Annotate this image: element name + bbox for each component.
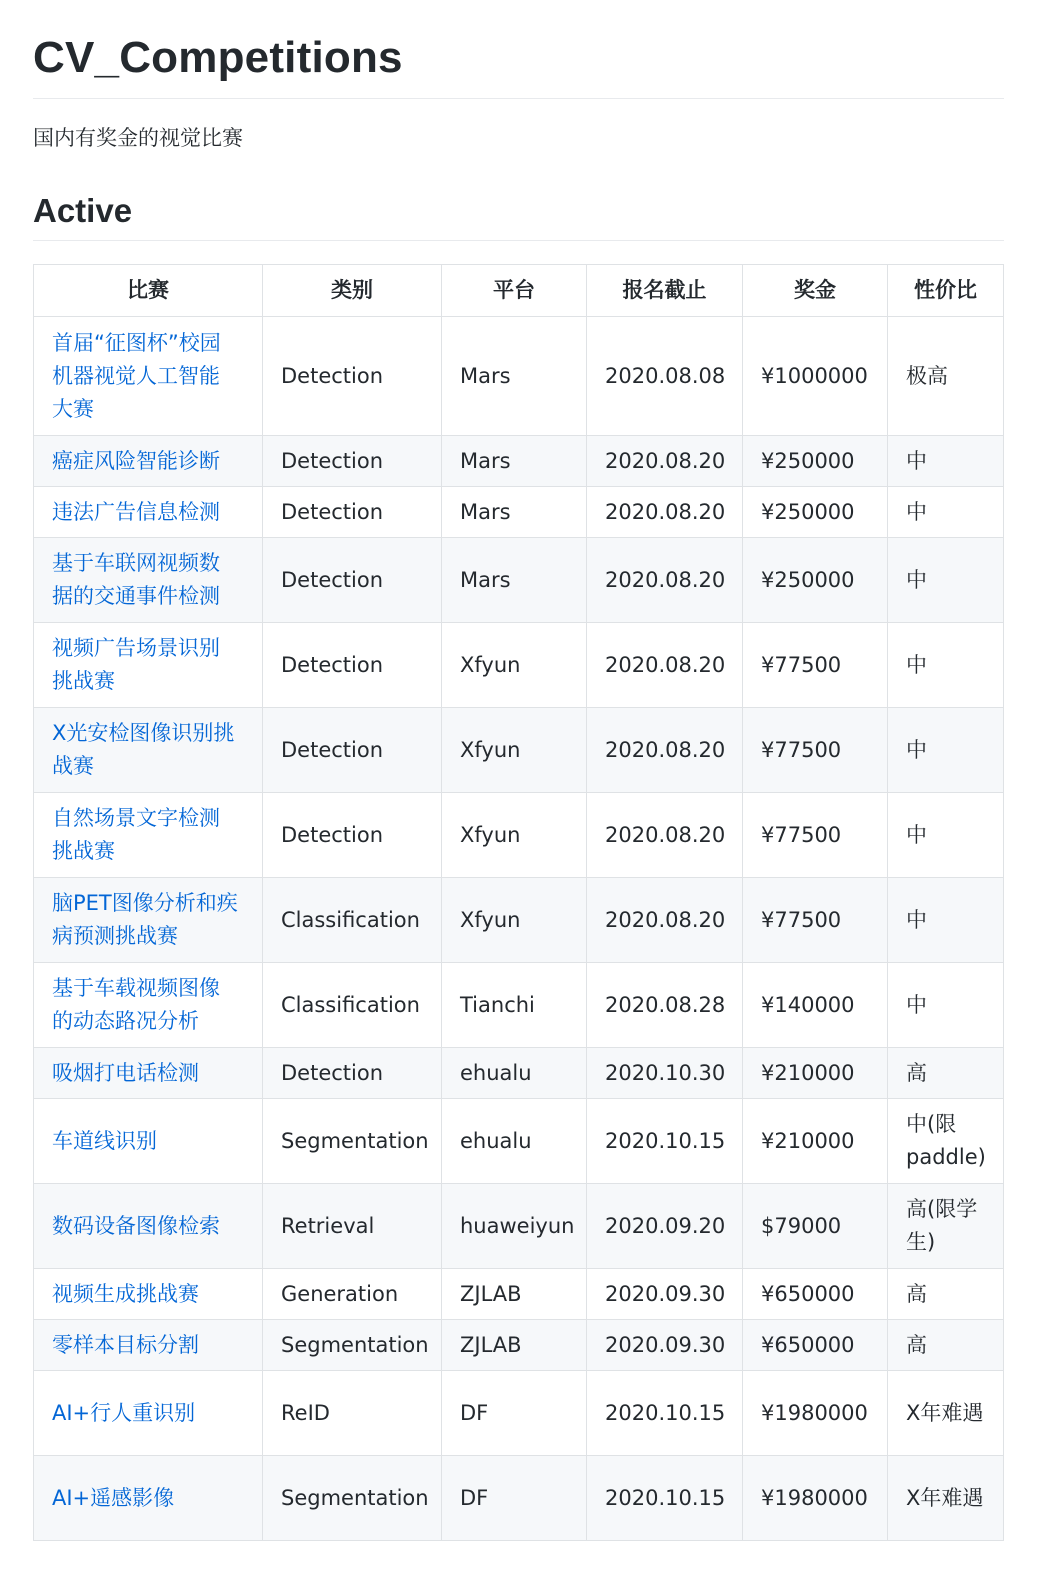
cell-value: 中 xyxy=(888,878,1004,963)
column-header-prize: 奖金 xyxy=(743,265,888,317)
table-cell xyxy=(34,1456,263,1541)
cell-platform: huaweiyun xyxy=(442,1184,587,1269)
table-row xyxy=(34,1320,1004,1371)
table-header-row xyxy=(34,265,1004,317)
cell-prize: ¥77500 xyxy=(743,623,888,708)
cell-platform: Mars xyxy=(442,436,587,487)
cell-value: 中 xyxy=(888,487,1004,538)
cell-deadline: 2020.08.20 xyxy=(587,538,743,623)
cell-category: Segmentation xyxy=(263,1099,442,1184)
cell-category: Classification xyxy=(263,878,442,963)
cell-value: 中 xyxy=(888,623,1004,708)
table-cell xyxy=(34,1048,263,1099)
cell-competition-link[interactable]: 吸烟打电话检测 xyxy=(52,1060,199,1085)
cell-prize: ¥77500 xyxy=(743,878,888,963)
table-cell xyxy=(34,1269,263,1320)
cell-value: 中 xyxy=(888,963,1004,1048)
cell-competition-link[interactable]: 脑PET图像分析和疾病预测挑战赛 xyxy=(52,891,238,948)
cell-deadline: 2020.08.20 xyxy=(587,708,743,793)
cell-competition-link[interactable]: AI+遥感影像 xyxy=(52,1485,175,1510)
cell-prize: ¥1000000 xyxy=(743,317,888,436)
cell-value: 中(限paddle) xyxy=(888,1099,1004,1184)
section-title-active: Active xyxy=(33,192,133,229)
cell-platform: Xfyun xyxy=(442,623,587,708)
column-header-category: 类别 xyxy=(263,265,442,317)
cell-competition-link[interactable]: AI+行人重识别 xyxy=(52,1400,196,1425)
cell-deadline: 2020.09.30 xyxy=(587,1320,743,1371)
table-cell xyxy=(34,487,263,538)
table-cell xyxy=(34,538,263,623)
cell-value: X年难遇 xyxy=(888,1371,1004,1456)
cell-category: Detection xyxy=(263,487,442,538)
table-row xyxy=(34,1048,1004,1099)
cell-deadline: 2020.10.30 xyxy=(587,1048,743,1099)
table-row xyxy=(34,317,1004,436)
table-row xyxy=(34,963,1004,1048)
column-header-platform: 平台 xyxy=(442,265,587,317)
table-cell xyxy=(34,793,263,878)
cell-competition-link[interactable]: 首届“征图杯”校园机器视觉人工智能大赛 xyxy=(52,330,221,421)
table-row xyxy=(34,1269,1004,1320)
cell-deadline: 2020.08.20 xyxy=(587,436,743,487)
cell-deadline: 2020.10.15 xyxy=(587,1456,743,1541)
table-row xyxy=(34,708,1004,793)
cell-category: Detection xyxy=(263,623,442,708)
cell-value: 中 xyxy=(888,436,1004,487)
table-cell xyxy=(34,963,263,1048)
cell-prize: ¥77500 xyxy=(743,793,888,878)
cell-category: Detection xyxy=(263,793,442,878)
cell-prize: $79000 xyxy=(743,1184,888,1269)
table-cell xyxy=(34,1099,263,1184)
cell-platform: ZJLAB xyxy=(442,1320,587,1371)
table-row xyxy=(34,1371,1004,1456)
cell-prize: ¥140000 xyxy=(743,963,888,1048)
column-header-competition: 比赛 xyxy=(34,265,263,317)
cell-category: Segmentation xyxy=(263,1320,442,1371)
cell-value: 中 xyxy=(888,793,1004,878)
table-row xyxy=(34,623,1004,708)
cell-competition-link[interactable]: X光安检图像识别挑战赛 xyxy=(52,721,235,778)
cell-value: 高 xyxy=(888,1320,1004,1371)
section-divider xyxy=(33,240,1004,241)
cell-category: Segmentation xyxy=(263,1456,442,1541)
cell-prize: ¥250000 xyxy=(743,487,888,538)
cell-competition-link[interactable]: 零样本目标分割 xyxy=(52,1332,199,1357)
table-cell xyxy=(34,878,263,963)
cell-platform: Xfyun xyxy=(442,793,587,878)
table-row xyxy=(34,1099,1004,1184)
cell-platform: ehualu xyxy=(442,1048,587,1099)
cell-competition-link[interactable]: 视频广告场景识别挑战赛 xyxy=(52,636,220,693)
cell-category: Detection xyxy=(263,317,442,436)
table-row xyxy=(34,487,1004,538)
table-row xyxy=(34,878,1004,963)
cell-platform: Mars xyxy=(442,538,587,623)
cell-deadline: 2020.08.08 xyxy=(587,317,743,436)
cell-competition-link[interactable]: 自然场景文字检测挑战赛 xyxy=(52,806,220,863)
cell-competition-link[interactable]: 违法广告信息检测 xyxy=(52,499,220,524)
cell-prize: ¥210000 xyxy=(743,1099,888,1184)
cell-platform: ehualu xyxy=(442,1099,587,1184)
competitions-table xyxy=(33,264,1004,1541)
table-row xyxy=(34,436,1004,487)
table-cell xyxy=(34,436,263,487)
column-header-value: 性价比 xyxy=(888,265,1004,317)
cell-competition-link[interactable]: 视频生成挑战赛 xyxy=(52,1281,199,1306)
cell-prize: ¥650000 xyxy=(743,1320,888,1371)
cell-platform: Mars xyxy=(442,487,587,538)
cell-category: Retrieval xyxy=(263,1184,442,1269)
table-cell xyxy=(34,1320,263,1371)
cell-platform: DF xyxy=(442,1371,587,1456)
cell-prize: ¥1980000 xyxy=(743,1371,888,1456)
cell-platform: Tianchi xyxy=(442,963,587,1048)
cell-category: Generation xyxy=(263,1269,442,1320)
cell-value: 高 xyxy=(888,1269,1004,1320)
cell-category: Detection xyxy=(263,538,442,623)
cell-deadline: 2020.09.30 xyxy=(587,1269,743,1320)
cell-value: 中 xyxy=(888,708,1004,793)
cell-prize: ¥1980000 xyxy=(743,1456,888,1541)
cell-category: Classification xyxy=(263,963,442,1048)
column-header-deadline: 报名截止 xyxy=(587,265,743,317)
cell-platform: Xfyun xyxy=(442,878,587,963)
cell-platform: DF xyxy=(442,1456,587,1541)
cell-deadline: 2020.08.20 xyxy=(587,793,743,878)
cell-prize: ¥250000 xyxy=(743,538,888,623)
cell-category: Detection xyxy=(263,1048,442,1099)
table-row xyxy=(34,538,1004,623)
cell-competition-link[interactable]: 基于车载视频图像的动态路况分析 xyxy=(52,976,220,1033)
page-subtitle: 国内有奖金的视觉比赛 xyxy=(33,126,243,150)
cell-prize: ¥77500 xyxy=(743,708,888,793)
cell-category: Detection xyxy=(263,436,442,487)
cell-category: Detection xyxy=(263,708,442,793)
cell-value: 极高 xyxy=(888,317,1004,436)
table-cell xyxy=(34,708,263,793)
cell-prize: ¥250000 xyxy=(743,436,888,487)
table-cell xyxy=(34,1371,263,1456)
cell-value: X年难遇 xyxy=(888,1456,1004,1541)
cell-competition-link[interactable]: 数码设备图像检索 xyxy=(52,1213,220,1238)
table-cell xyxy=(34,1184,263,1269)
cell-platform: ZJLAB xyxy=(442,1269,587,1320)
title-divider xyxy=(33,98,1004,99)
cell-deadline: 2020.10.15 xyxy=(587,1099,743,1184)
cell-deadline: 2020.08.20 xyxy=(587,623,743,708)
table-row xyxy=(34,793,1004,878)
table-row xyxy=(34,1184,1004,1269)
cell-prize: ¥210000 xyxy=(743,1048,888,1099)
table-cell xyxy=(34,623,263,708)
cell-deadline: 2020.09.20 xyxy=(587,1184,743,1269)
page-title: CV_Competitions xyxy=(33,33,403,82)
cell-prize: ¥650000 xyxy=(743,1269,888,1320)
cell-platform: Mars xyxy=(442,317,587,436)
cell-deadline: 2020.08.20 xyxy=(587,487,743,538)
cell-deadline: 2020.08.20 xyxy=(587,878,743,963)
cell-competition-link[interactable]: 癌症风险智能诊断 xyxy=(52,448,220,473)
cell-category: ReID xyxy=(263,1371,442,1456)
cell-value: 高(限学生) xyxy=(888,1184,1004,1269)
cell-competition-link[interactable]: 基于车联网视频数据的交通事件检测 xyxy=(52,551,220,608)
cell-value: 中 xyxy=(888,538,1004,623)
cell-platform: Xfyun xyxy=(442,708,587,793)
cell-competition-link[interactable]: 车道线识别 xyxy=(52,1128,157,1153)
table-row xyxy=(34,1456,1004,1541)
cell-deadline: 2020.08.28 xyxy=(587,963,743,1048)
cell-value: 高 xyxy=(888,1048,1004,1099)
cell-deadline: 2020.10.15 xyxy=(587,1371,743,1456)
table-cell xyxy=(34,317,263,436)
